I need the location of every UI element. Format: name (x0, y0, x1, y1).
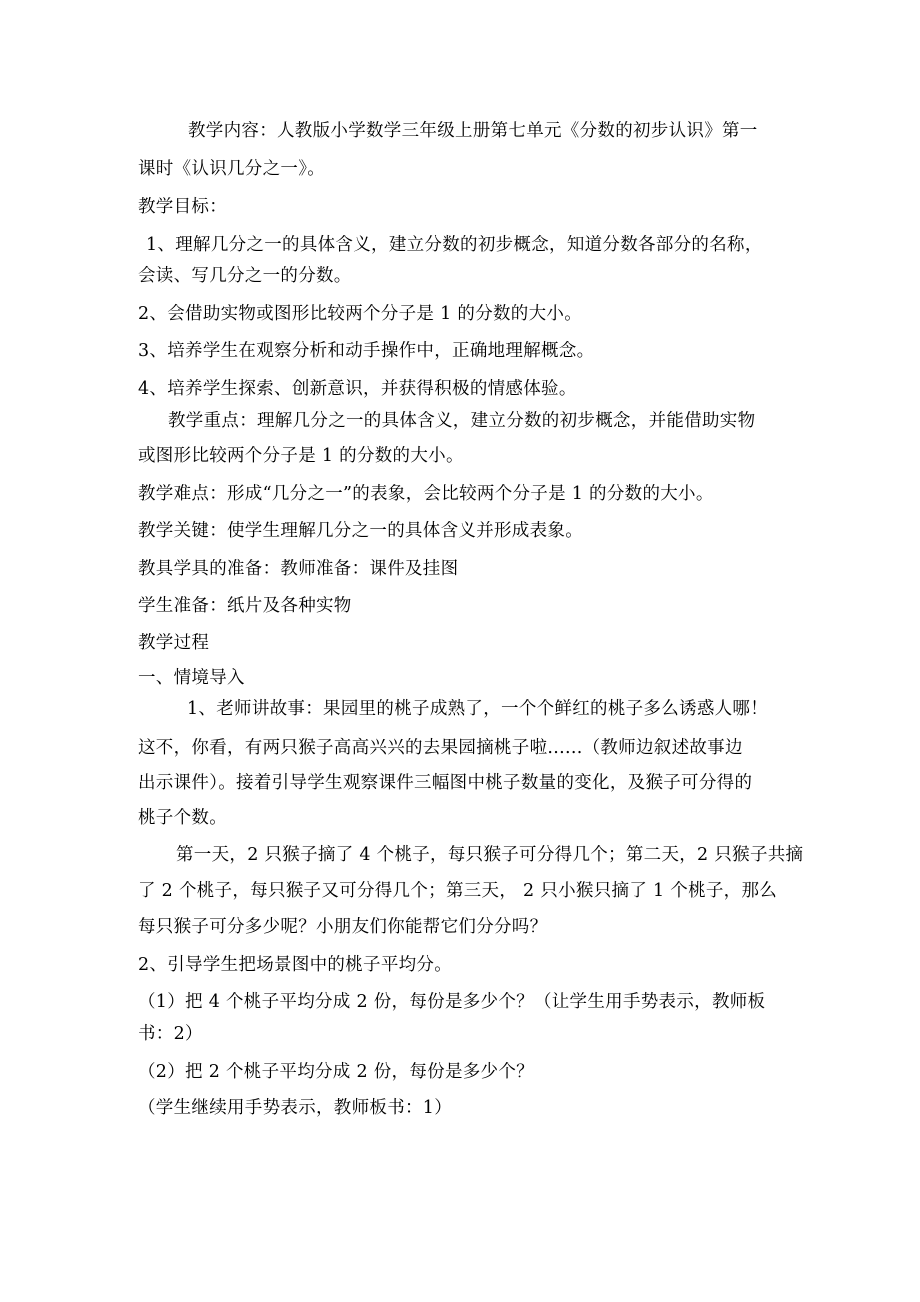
step-2: （2）把 2 个桃子平均分成 2 份，每份是多少个？ (138, 1062, 534, 1082)
objectives-heading: 教学目标： (138, 197, 227, 217)
objective-2: 2、会借助实物或图形比较两个分子是 1 的分数的大小。 (138, 304, 582, 324)
story-line-2: 这不，你看，有两只猴子高高兴兴的去果园摘桃子啦......（教师边叙述故事边 (138, 738, 743, 758)
key-points-line-2: 或图形比较两个分子是 1 的分数的大小。 (138, 446, 464, 466)
step-1-line-2: 书：2） (138, 1024, 203, 1044)
objective-3: 3、培养学生在观察分析和动手操作中，正确地理解概念。 (138, 341, 595, 361)
section-1-heading: 一、情境导入 (138, 668, 245, 688)
key-focus: 教学关键：使学生理解几分之一的具体含义并形成表象。 (138, 521, 583, 541)
days-line-2: 了 2 个桃子，每只猴子又可分得几个；第三天， 2 只小猴只摘了 1 个桃子，那么 (138, 881, 778, 901)
content-line-2: 课时《认识几分之一》。 (138, 159, 326, 179)
story-line-1: 1、老师讲故事：果园里的桃子成熟了，一个个鲜红的桃子多么诱惑人哪！ (187, 699, 769, 719)
objective-1-line-1: 1、理解几分之一的具体含义，建立分数的初步概念，知道分数各部分的名称， (146, 235, 763, 255)
teacher-materials: 教具学具的准备：教师准备：课件及挂图 (138, 559, 459, 579)
days-line-3: 每只猴子可分多少呢？小朋友们你能帮它们分分吗？ (138, 917, 548, 937)
days-line-1: 第一天，2 只猴子摘了 4 个桃子，每只猴子可分得几个；第二天，2 只猴子共摘 (176, 845, 804, 865)
process-heading: 教学过程 (138, 633, 210, 653)
step-1-line-1: （1）把 4 个桃子平均分成 2 份，每份是多少个？（让学生用手势表示，教师板 (138, 992, 766, 1012)
key-points-line-1: 教学重点：理解几分之一的具体含义，建立分数的初步概念，并能借助实物 (168, 411, 756, 431)
step-2-note: （学生继续用手势表示，教师板书：1） (138, 1098, 453, 1118)
objective-1-line-2: 会读、写几分之一的分数。 (138, 266, 352, 286)
story-line-4: 桃子个数。 (138, 808, 227, 828)
difficulties: 教学难点：形成“几分之一”的表象，会比较两个分子是 1 的分数的大小。 (138, 484, 714, 504)
guide-heading: 2、引导学生把场景图中的桃子平均分。 (138, 955, 453, 975)
student-materials: 学生准备：纸片及各种实物 (138, 596, 352, 616)
story-line-3: 出示课件）。接着引导学生观察课件三幅图中桃子数量的变化，及猴子可分得的 (138, 773, 753, 793)
content-line-1: 教学内容：人教版小学数学三年级上册第七单元《分数的初步认识》第一 (188, 121, 758, 141)
objective-4: 4、培养学生探索、创新意识，并获得积极的情感体验。 (138, 379, 577, 399)
